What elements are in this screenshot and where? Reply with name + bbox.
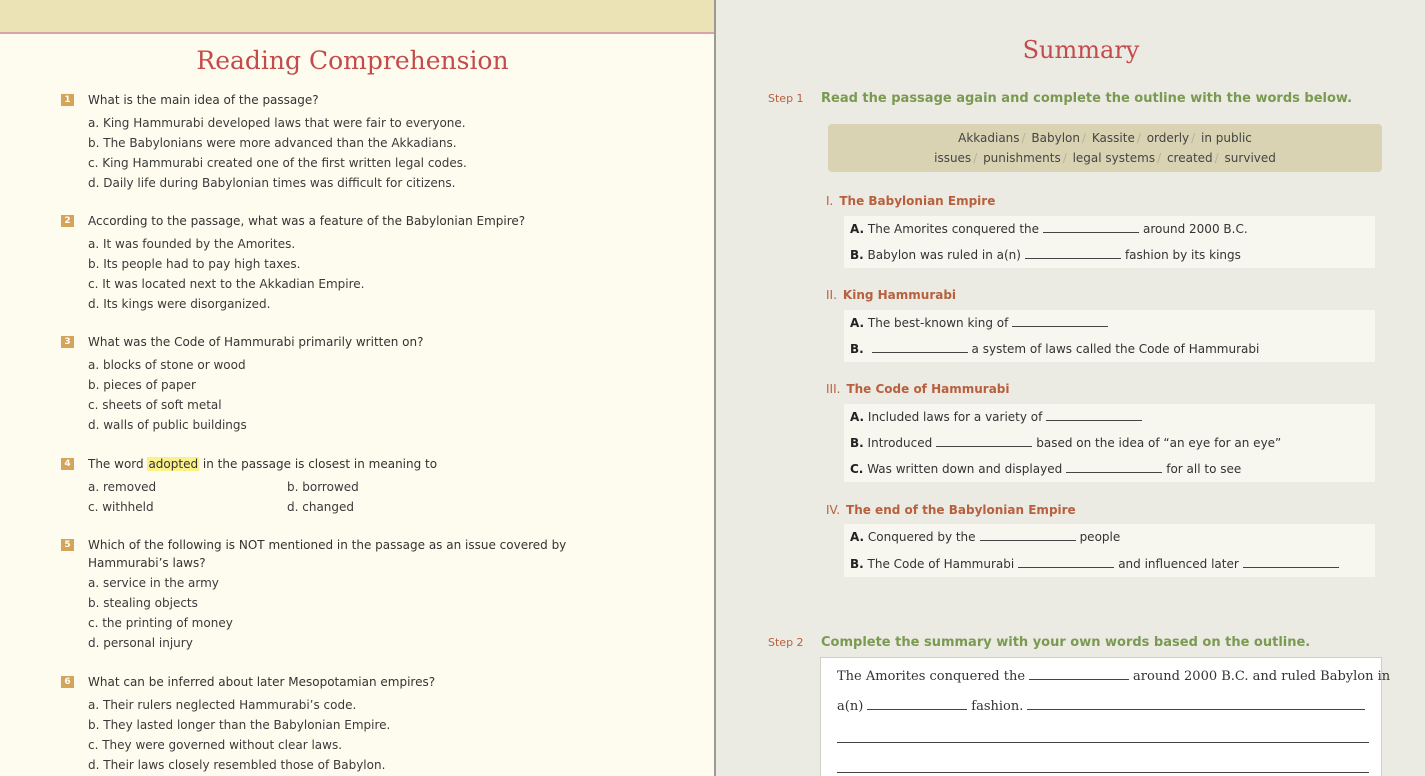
page-title: Reading Comprehension bbox=[196, 46, 509, 75]
outline-section-2 bbox=[844, 310, 1375, 362]
page-title: Summary bbox=[1022, 36, 1140, 64]
answer-blank[interactable] bbox=[936, 437, 1032, 447]
answer-blank[interactable] bbox=[1025, 249, 1121, 259]
option-b[interactable]: b. They lasted longer than the Babylonian Empire. bbox=[88, 718, 391, 732]
option-a[interactable]: a. It was founded by the Amorites. bbox=[88, 237, 296, 251]
word-bank-word: Babylon bbox=[1031, 131, 1081, 145]
question-stem-after: in the passage is closest in meaning to bbox=[199, 457, 438, 471]
outline-item-3a: A. Included laws for a variety of bbox=[850, 410, 1146, 424]
outline-section-4 bbox=[844, 524, 1375, 577]
step1-label: Step 1 bbox=[768, 92, 804, 105]
answer-blank[interactable] bbox=[1029, 669, 1129, 680]
question-stem-line1: Which of the following is NOT mentioned in the passage as an issue covered by bbox=[88, 538, 567, 552]
answer-blank[interactable] bbox=[1046, 411, 1142, 421]
option-b[interactable]: b. pieces of paper bbox=[88, 378, 196, 392]
outline-section-4-heading: IV. The end of the Babylonian Empire bbox=[826, 503, 1076, 517]
question-2 bbox=[61, 212, 661, 314]
option-c[interactable]: c. the printing of money bbox=[88, 616, 233, 630]
answer-blank[interactable] bbox=[1018, 558, 1114, 568]
outline-item-1b: B. Babylon was ruled in a(n) fashion by its kings bbox=[850, 248, 1241, 262]
answer-blank[interactable] bbox=[1012, 317, 1108, 327]
outline-item-4a: A. Conquered by the people bbox=[850, 530, 1121, 544]
question-6 bbox=[61, 673, 661, 775]
outline-section-3 bbox=[844, 404, 1375, 482]
outline-item-1a: A. The Amorites conquered the around 2000 B.C. bbox=[850, 222, 1248, 236]
word-bank-word: issues bbox=[934, 151, 972, 165]
option-c[interactable]: c. King Hammurabi created one of the first written legal codes. bbox=[88, 156, 467, 170]
outline-section-3-heading: III. The Code of Hammurabi bbox=[826, 382, 1010, 396]
answer-blank[interactable] bbox=[1027, 699, 1365, 710]
option-d[interactable]: d. changed bbox=[287, 500, 355, 514]
word-bank-word: in public bbox=[1201, 131, 1252, 145]
answer-blank[interactable] bbox=[867, 699, 967, 710]
answer-blank[interactable] bbox=[1043, 223, 1139, 233]
question-stem: What was the Code of Hammurabi primarily written on? bbox=[88, 335, 424, 349]
outline-item-2a: A. The best-known king of bbox=[850, 316, 1112, 330]
question-stem-before: The word bbox=[88, 457, 148, 471]
outline-item-3c: C. Was written down and displayed for all to see bbox=[850, 462, 1242, 476]
outline-section-1-heading: I. The Babylonian Empire bbox=[826, 194, 996, 208]
word-bank-word: orderly bbox=[1146, 131, 1190, 145]
option-d[interactable]: d. Its kings were disorganized. bbox=[88, 297, 271, 311]
summary-writing-box[interactable] bbox=[820, 657, 1391, 776]
question-number-badge: 5 bbox=[61, 539, 74, 551]
word-bank-word: legal systems bbox=[1072, 151, 1156, 165]
option-b[interactable]: b. The Babylonians were more advanced than the Akkadians. bbox=[88, 136, 457, 150]
outline-item-2b: B. a system of laws called the Code of Hammurabi bbox=[850, 342, 1260, 356]
summary-line-1: The Amorites conquered the around 2000 B.C. and ruled Babylon in bbox=[837, 669, 1391, 684]
highlighted-word: adopted bbox=[148, 457, 199, 471]
question-number-badge: 1 bbox=[61, 94, 74, 106]
writing-line[interactable] bbox=[837, 772, 1369, 773]
option-c[interactable]: c. withheld bbox=[88, 500, 154, 514]
question-3 bbox=[61, 333, 661, 435]
summary-page bbox=[716, 0, 1425, 776]
question-number-badge: 6 bbox=[61, 676, 74, 688]
step1-instruction: Read the passage again and complete the outline with the words below. bbox=[821, 91, 1353, 106]
question-5 bbox=[61, 536, 661, 653]
summary-line-2: a(n) fashion. bbox=[837, 699, 1369, 714]
word-bank-word: Akkadians bbox=[958, 131, 1020, 145]
question-number-badge: 4 bbox=[61, 458, 74, 470]
word-bank-word: created bbox=[1166, 151, 1213, 165]
option-a[interactable]: a. Their rulers neglected Hammurabi’s code. bbox=[88, 698, 357, 712]
option-c[interactable]: c. sheets of soft metal bbox=[88, 398, 222, 412]
step2-instruction: Complete the summary with your own words based on the outline. bbox=[821, 635, 1311, 650]
option-b[interactable]: b. borrowed bbox=[287, 480, 359, 494]
word-bank bbox=[828, 124, 1382, 172]
word-bank-word: survived bbox=[1224, 151, 1276, 165]
question-stem-line2: Hammurabi’s laws? bbox=[88, 556, 206, 570]
option-a[interactable]: a. blocks of stone or wood bbox=[88, 358, 246, 372]
word-bank-row-2: issues / punishments / legal systems / created / survived bbox=[934, 151, 1276, 165]
option-b[interactable]: b. Its people had to pay high taxes. bbox=[88, 257, 301, 271]
option-a[interactable]: a. service in the army bbox=[88, 576, 219, 590]
answer-blank[interactable] bbox=[1243, 558, 1339, 568]
option-d[interactable]: d. Their laws closely resembled those of Babylon. bbox=[88, 758, 386, 772]
option-d[interactable]: d. walls of public buildings bbox=[88, 418, 247, 432]
option-d[interactable]: d. Daily life during Babylonian times was difficult for citizens. bbox=[88, 176, 456, 190]
option-a[interactable]: a. removed bbox=[88, 480, 157, 494]
word-bank-row-1: Akkadians / Babylon / Kassite / orderly / in public bbox=[958, 131, 1252, 145]
question-4 bbox=[61, 455, 661, 517]
word-bank-word: punishments bbox=[983, 151, 1061, 165]
outline-section-1 bbox=[844, 216, 1375, 268]
top-band bbox=[0, 0, 714, 34]
question-number-badge: 2 bbox=[61, 215, 74, 227]
question-stem: What can be inferred about later Mesopotamian empires? bbox=[88, 675, 436, 689]
question-number-badge: 3 bbox=[61, 336, 74, 348]
option-b[interactable]: b. stealing objects bbox=[88, 596, 198, 610]
option-c[interactable]: c. They were governed without clear laws. bbox=[88, 738, 343, 752]
writing-line[interactable] bbox=[837, 742, 1369, 743]
answer-blank[interactable] bbox=[980, 531, 1076, 541]
question-stem: According to the passage, what was a feature of the Babylonian Empire? bbox=[88, 214, 526, 228]
option-c[interactable]: c. It was located next to the Akkadian Empire. bbox=[88, 277, 365, 291]
outline-item-3b: B. Introduced based on the idea of “an eye for an eye” bbox=[850, 436, 1282, 450]
question-1 bbox=[61, 91, 661, 193]
option-d[interactable]: d. personal injury bbox=[88, 636, 193, 650]
word-bank-word: Kassite bbox=[1091, 131, 1135, 145]
outline-item-4b: B. The Code of Hammurabi and influenced later bbox=[850, 557, 1343, 571]
answer-blank[interactable] bbox=[872, 343, 968, 353]
step2-label: Step 2 bbox=[768, 636, 804, 649]
outline-section-2-heading: II. King Hammurabi bbox=[826, 288, 957, 302]
answer-blank[interactable] bbox=[1066, 463, 1162, 473]
question-stem: What is the main idea of the passage? bbox=[88, 93, 319, 107]
option-a[interactable]: a. King Hammurabi developed laws that were fair to everyone. bbox=[88, 116, 466, 130]
